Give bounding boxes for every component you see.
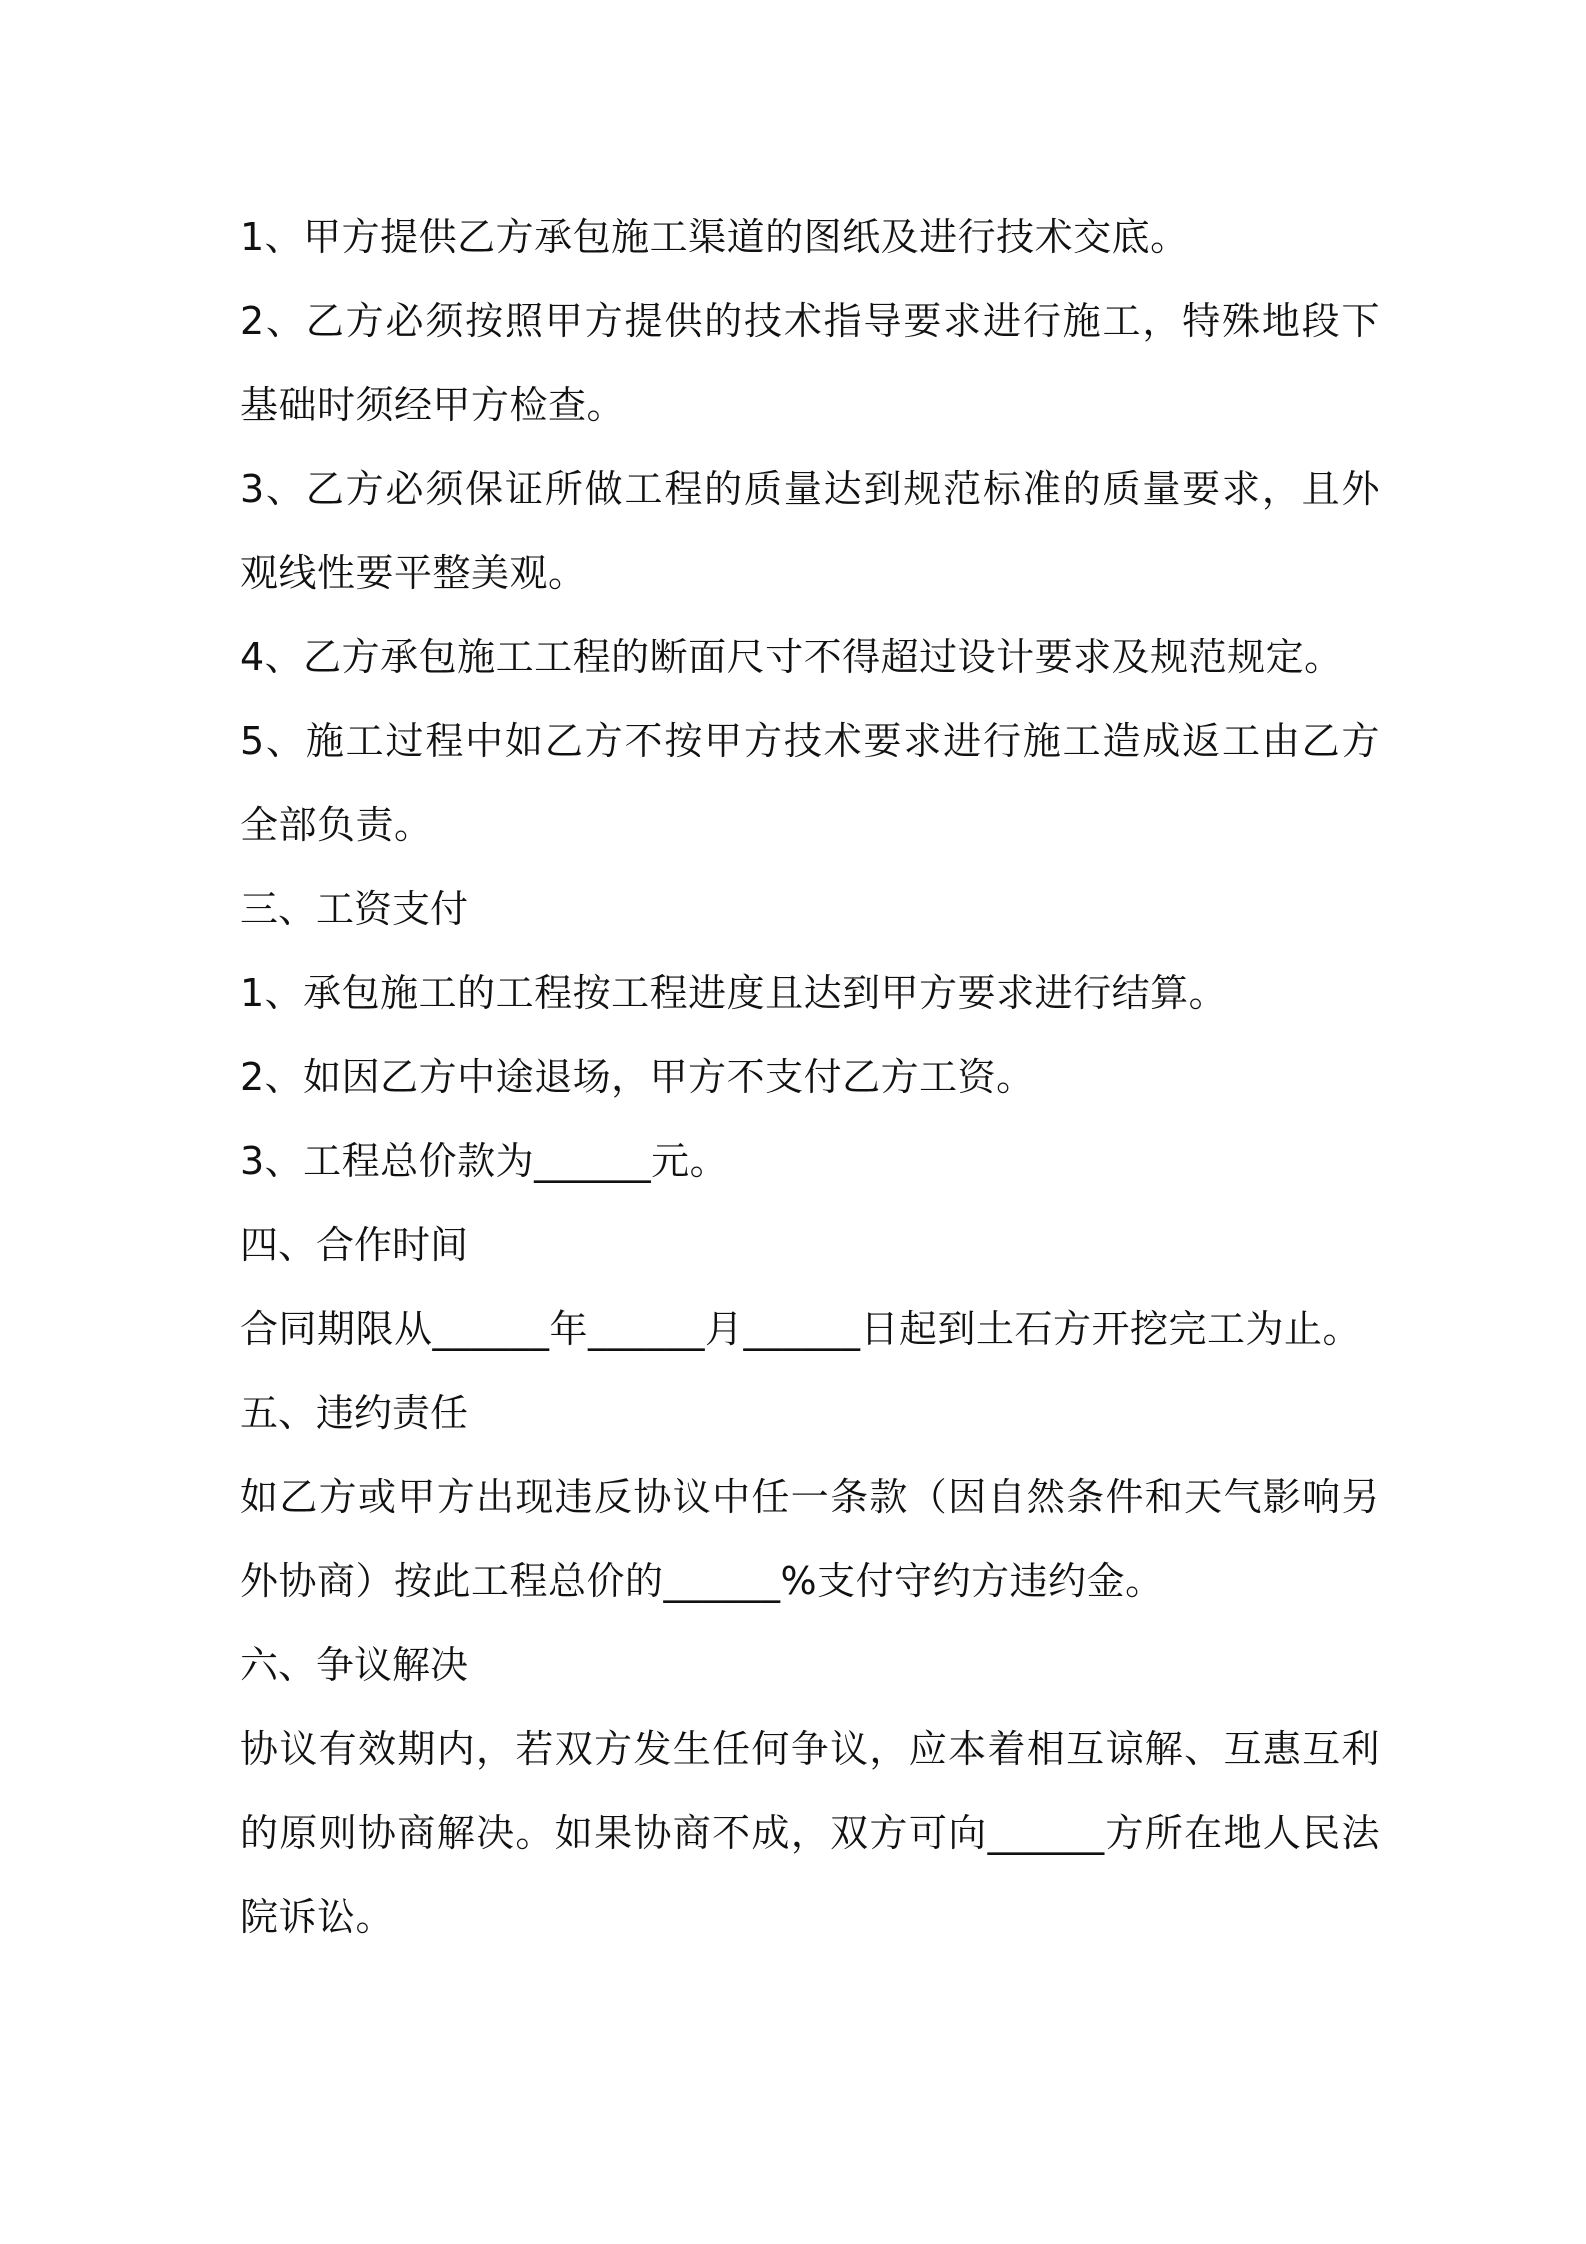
section-heading-breach: 五、违约责任 [240, 1391, 469, 1435]
clause-3-3: 3、工程总价款为______元。 [240, 1139, 729, 1183]
section-heading-term: 四、合作时间 [240, 1223, 469, 1267]
clause-1-5: 5、施工过程中如乙方不按甲方技术要求进行施工造成返工由乙方全部负责。 [240, 719, 1380, 847]
document-page [240, 195, 1380, 1959]
clause-1-2: 2、乙方必须按照甲方提供的技术指导要求进行施工，特殊地段下基础时须经甲方检查。 [240, 299, 1380, 427]
clause-1-4: 4、乙方承包施工工程的断面尺寸不得超过设计要求及规范规定。 [240, 635, 1343, 679]
term-text: 合同期限从______年______月______日起到土石方开挖完工为止。 [240, 1307, 1362, 1351]
clause-1-1: 1、甲方提供乙方承包施工渠道的图纸及进行技术交底。 [240, 215, 1189, 259]
clause-3-2: 2、如因乙方中途退场，甲方不支付乙方工资。 [240, 1055, 1035, 1099]
section-heading-wages: 三、工资支付 [240, 887, 469, 931]
clause-3-1: 1、承包施工的工程按工程进度且达到甲方要求进行结算。 [240, 971, 1228, 1015]
breach-text: 如乙方或甲方出现违反协议中任一条款（因自然条件和天气影响另外协商）按此工程总价的______%支付守约方违约金。 [240, 1475, 1380, 1603]
section-heading-dispute: 六、争议解决 [240, 1643, 469, 1687]
clause-1-3: 3、乙方必须保证所做工程的质量达到规范标准的质量要求，且外观线性要平整美观。 [240, 467, 1380, 595]
dispute-text: 协议有效期内，若双方发生任何争议，应本着相互谅解、互惠互利的原则协商解决。如果协商不成，双方可向______方所在地人民法院诉讼。 [240, 1727, 1380, 1939]
